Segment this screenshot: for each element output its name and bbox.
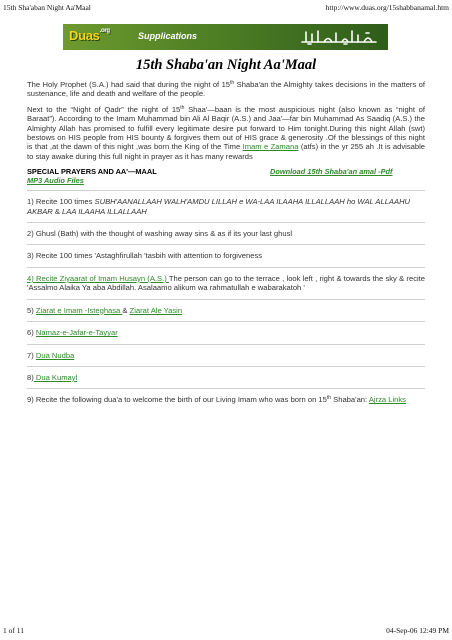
- list-item-2: 2) Ghusl (Bath) with the thought of washing away sins & as if its your last ghusl: [27, 229, 293, 239]
- divider: [27, 190, 425, 191]
- divider: [27, 366, 425, 367]
- article-body: [27, 80, 425, 411]
- brand-suffix: .org: [99, 28, 110, 34]
- dua-nudba-link[interactable]: Dua Nudba: [35, 350, 75, 360]
- imam-e-zamana-link[interactable]: Imam e Zamana: [242, 142, 299, 152]
- divider: [27, 267, 425, 268]
- intro-paragraph-2: Next to the “Night of Qadr” the night of 15th Shaa'—baan is the most auspicious night (also known as “night of Baraat”). According to the Imam Muhammad bin Ali Al Baqir (A.S.) and Jaa'—far bin Muhammad As Saadiq (A.S.) the Almighty Allah has promised to fulfill every legitimate desire put forward to Him tonight.During this night Allah (swt) bestows on HIS people from HIS bounty & forgives them out of HIS grace & generosity .Of the blessings of this night is that ,at the dawn of this night ,was born the King of the Time Imam e Zamana (atfs) in the yr 255 ah .It is advisable to stay awake during this full night in prayer as it has many rewards: [27, 104, 425, 161]
- site-logo[interactable]: [69, 28, 110, 43]
- page-title: 15th Shaba'an Night Aa'Maal: [135, 57, 317, 73]
- dua-kumayl-link[interactable]: Dua Kumayl: [33, 372, 78, 382]
- bismillah-calligraphy-icon: [300, 28, 378, 46]
- list-item-8: 8) Dua Kumayl: [27, 372, 78, 382]
- divider: [27, 321, 425, 322]
- download-pdf-link[interactable]: Download 15th Shaba'an amal -Pdf: [270, 167, 393, 177]
- list-item-7: 7) Dua Nudba: [27, 350, 75, 360]
- list-item-3: 3) Recite 100 times 'Astaghfirullah 'tasbih with attention to forgiveness: [27, 251, 263, 261]
- print-timestamp: 04-Sep-06 12:49 PM: [386, 626, 449, 635]
- special-prayers-heading: SPECIAL PRAYERS AND AA'—MAAL: [27, 167, 157, 177]
- site-tagline: Supplications: [138, 31, 198, 41]
- ziarat-ale-yasin-link[interactable]: Ziarat Ale Yasin: [129, 305, 183, 315]
- divider: [27, 222, 425, 223]
- list-item-6: 6) Namaz-e-Jafar-e-Tayyar: [27, 328, 118, 338]
- print-header: [3, 3, 449, 13]
- divider: [27, 388, 425, 389]
- ziarat-imam-isteghasa-link[interactable]: Ziarat e Imam -Isteghasa: [35, 305, 123, 315]
- site-banner[interactable]: [63, 24, 388, 50]
- page-counter: 1 of 11: [3, 626, 24, 635]
- print-header-title: 15th Sha'aban Night Aa'Maal: [3, 3, 91, 12]
- print-footer: [3, 626, 449, 636]
- brand-name: Duas: [69, 28, 100, 43]
- list-item-4: 4) Recite Ziyaarat of Imam Husayn (A.S.) The person can go to the terrace , look left , right & towards the sky & recite 'Assalmo Alaika Ya aba Abdillah. Asalaamo alikum wa rahmatullah e wabarakatoh ': [27, 273, 426, 293]
- divider: [27, 299, 425, 300]
- list-item-1: 1) Recite 100 times SUBH'AANALLAAH WALH'AMDU LILLAH e WA-LAA ILAAHA ILLALLAAH ho WAL ALLAAHU AKBAR & LAA ILAAHA ILLALLAAH: [27, 197, 411, 216]
- list-item-9: 9) Recite the following dua'a to welcome the birth of our Living Imam who was born on 15th Shaba'an: Ajrza Links: [27, 395, 406, 405]
- namaz-jafar-tayyar-link[interactable]: Namaz-e-Jafar-e-Tayyar: [35, 328, 118, 338]
- divider: [27, 244, 425, 245]
- ajrza-links-link[interactable]: Ajrza Links: [368, 395, 406, 405]
- mp3-audio-link[interactable]: MP3 Audio Files: [27, 176, 84, 186]
- ziyaarat-imam-husayn-link[interactable]: 4) Recite Ziyaarat of Imam Husayn (A.S.): [27, 273, 169, 283]
- divider: [27, 344, 425, 345]
- intro-paragraph-1: The Holy Prophet (S.A.) had said that during the night of 15th Shaba'an the Almighty takes decisions in the matters of sustenance, life and death and welfare of the people.: [27, 80, 425, 99]
- print-header-url: http://www.duas.org/15shabbanamal.htm: [325, 3, 449, 12]
- list-item-5: 5) Ziarat e Imam -Isteghasa & Ziarat Ale Yasin: [27, 305, 183, 315]
- special-prayers-header: [27, 167, 425, 187]
